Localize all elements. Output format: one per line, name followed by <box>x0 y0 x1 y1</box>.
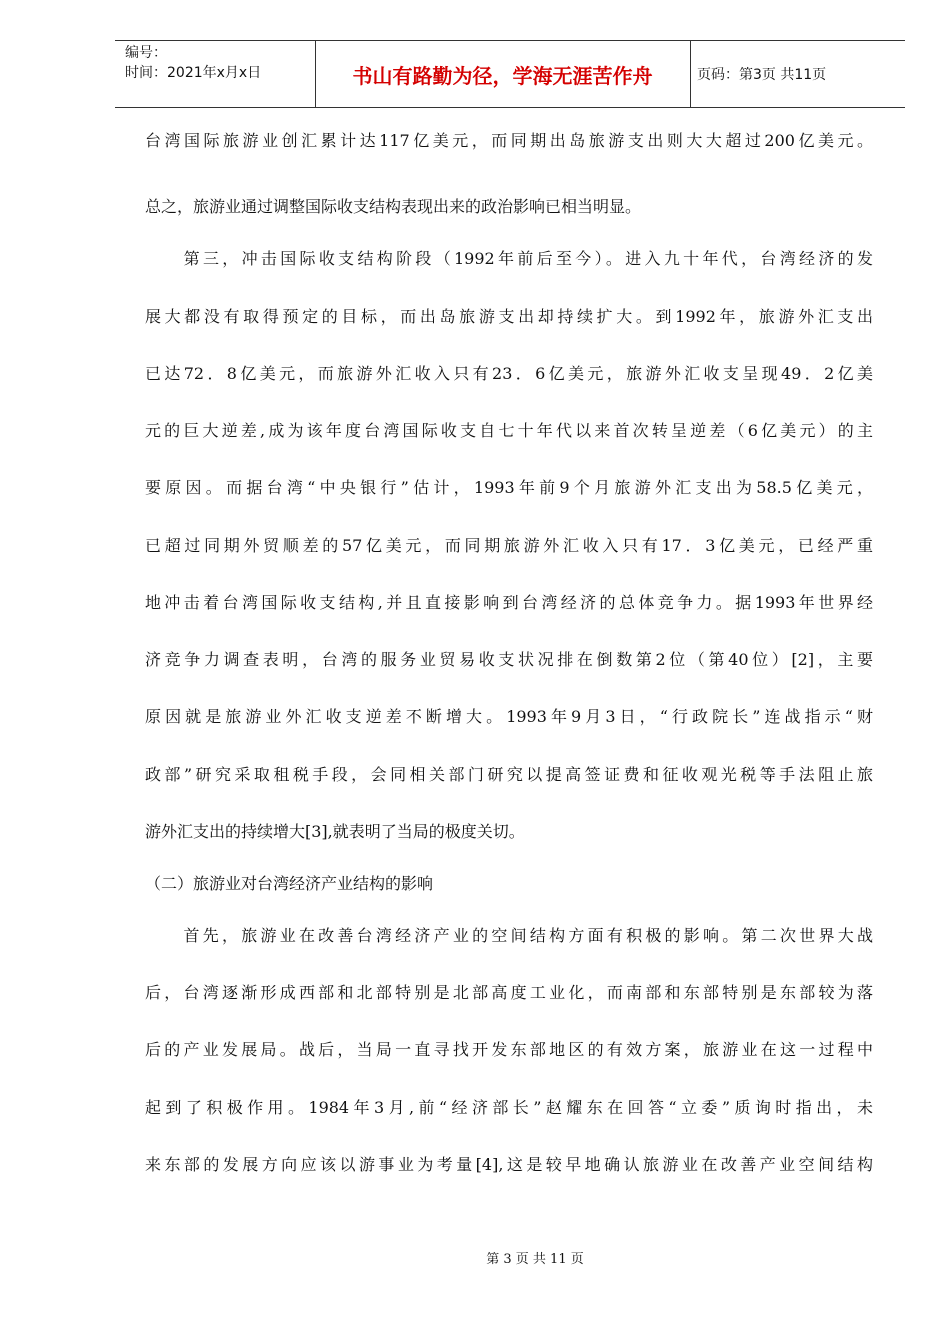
header-meta <box>125 43 261 83</box>
text-line: 原因就是旅游业外汇收支逆差不断增大。1993年9月3日，“行政院长”连战指示“财 <box>145 707 873 726</box>
text-line: 第三，冲击国际收支结构阶段（1992年前后至今）。进入九十年代，台湾经济的发 <box>145 249 873 268</box>
header-time-label: 时间：2021年x月x日 <box>125 65 262 81</box>
text-line: 政部”研究采取租税手段，会同相关部门研究以提高签证费和征收观光税等手法阻止旅 <box>145 765 873 784</box>
text-line: 起到了积极作用。1984年3月,前“经济部长”赵耀东在回答“立委”质询时指出，未 <box>145 1098 873 1117</box>
text-line: 总之，旅游业通过调整国际收支结构表现出来的政治影响已相当明显。 <box>145 197 642 216</box>
header-number-label: 编号： <box>125 45 167 61</box>
text-line: 展大都没有取得预定的目标，而出岛旅游支出却持续扩大。到1992年，旅游外汇支出 <box>145 307 873 326</box>
text-line: 元的巨大逆差,成为该年度台湾国际收支自七十年代以来首次转呈逆差（6亿美元）的主 <box>145 421 873 440</box>
section-heading: （二）旅游业对台湾经济产业结构的影响 <box>145 874 434 893</box>
text-line: 首先，旅游业在改善台湾经济产业的空间结构方面有积极的影响。第二次世界大战 <box>145 926 873 945</box>
text-line: 游外汇支出的持续增大[3],就表明了当局的极度关切。 <box>145 822 525 841</box>
text-line: 已超过同期外贸顺差的57亿美元，而同期旅游外汇收入只有17．3亿美元，已经严重 <box>145 536 873 555</box>
text-line: 来东部的发展方向应该以游事业为考量[4],这是较早地确认旅游业在改善产业空间结构 <box>145 1155 873 1174</box>
header-page-info: 页码：第3页 共11页 <box>697 67 827 83</box>
text-line: 地冲击着台湾国际收支结构,并且直接影响到台湾经济的总体竞争力。据1993年世界经 <box>145 593 873 612</box>
page-header <box>115 40 905 108</box>
text-line: 济竞争力调查表明，台湾的服务业贸易收支状况排在倒数第2位（第40位）[2]，主要 <box>145 650 873 669</box>
text-line: 台湾国际旅游业创汇累计达117亿美元，而同期出岛旅游支出则大大超过200亿美元。 <box>145 131 873 150</box>
header-motto: 书山有路勤为径，学海无涯苦作舟 <box>352 63 653 88</box>
text-line: 后的产业发展局。战后，当局一直寻找开发东部地区的有效方案，旅游业在这一过程中 <box>145 1040 873 1059</box>
text-line: 后，台湾逐渐形成西部和北部特别是北部高度工业化，而南部和东部特别是东部较为落 <box>145 983 873 1002</box>
text-line: 要原因。而据台湾“中央银行”估计，1993年前9个月旅游外汇支出为58.5亿美元， <box>145 478 873 497</box>
text-line: 已达72．8亿美元，而旅游外汇收入只有23．6亿美元，旅游外汇收支呈现49．2亿美 <box>145 364 873 383</box>
page-footer: 第 3 页 共 11 页 <box>486 1252 584 1267</box>
header-divider <box>690 41 691 107</box>
